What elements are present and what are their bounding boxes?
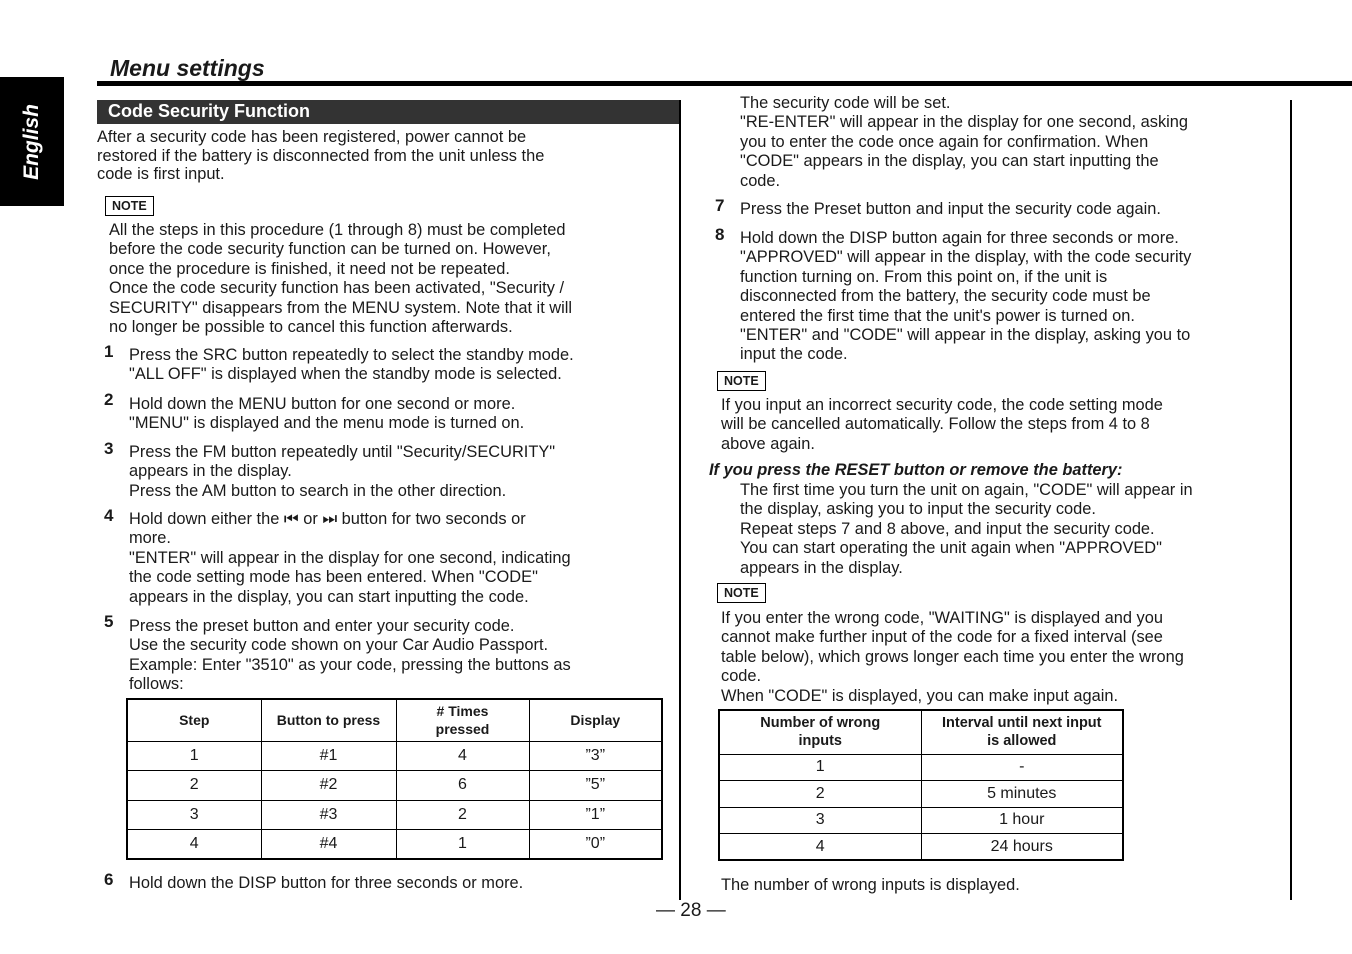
note-badge-3: NOTE <box>717 583 766 603</box>
table-row <box>719 781 1123 808</box>
step-7-text: Press the Preset button and input the security code again. <box>740 200 1161 218</box>
header-rule <box>97 81 1352 86</box>
table-cell: - <box>921 754 1123 781</box>
note-badge-1: NOTE <box>105 196 154 216</box>
note-3-text: If you enter the wrong code, "WAITING" is displayed and you cannot make further input of the code for a fixed interval (see table below), which grows longer each time you enter the wrong code. When "CODE" is displayed, you can make input again. <box>721 609 1184 705</box>
step-4-number: 4 <box>104 506 114 525</box>
table-header-row <box>127 699 662 741</box>
step-5-number: 5 <box>104 612 114 631</box>
table-cell: 2 <box>127 771 261 801</box>
table-cell: 6 <box>396 771 529 801</box>
table-cell: 1 <box>719 754 921 781</box>
table-row <box>127 830 662 860</box>
table-cell: 1 <box>127 741 261 771</box>
step-3-number: 3 <box>104 439 114 458</box>
note-1-text: All the steps in this procedure (1 through 8) must be completed before the code security function can be turned on. However, once the procedure is finished, it need not be repeated. Once the code security function has been activated, "Security / SECURITY" disappears from the MENU system. Note that it will no longer be possible to cancel this function afterwards. <box>109 221 573 337</box>
table-header-cell: Display <box>529 699 662 741</box>
footer-note: The number of wrong inputs is displayed. <box>721 876 1020 894</box>
language-tab-label: English <box>20 103 43 180</box>
step-3-text: Press the FM button repeatedly until "Security/SECURITY" appears in the display. Press the AM button to search in the other direction. <box>129 443 556 500</box>
step-4-text: Hold down either the ⏮ or ⏭ button for two seconds or more. "ENTER" will appear in the display for one second, indicating the code setting mode has been entered. When "CODE" appears in the display, you can start inputting the code. <box>129 510 571 606</box>
reset-text: The first time you turn the unit on again, "CODE" will appear in the display, asking you to input the security code. Repeat steps 7 and 8 above, and input the security code. You can start operating the unit again when "APPROVED" appears in the display. <box>740 481 1193 577</box>
example-code-table <box>126 698 663 860</box>
table-cell: 5 minutes <box>921 781 1123 808</box>
section-heading <box>97 100 680 124</box>
table-cell: 24 hours <box>921 834 1123 861</box>
page-number: — 28 — <box>656 900 726 921</box>
intro-paragraph: After a security code has been registered, power cannot be restored if the battery is disconnected from the unit unless the code is first input. <box>97 128 545 183</box>
table-row <box>127 771 662 801</box>
language-tab <box>0 77 64 206</box>
step-6-number: 6 <box>104 870 114 889</box>
table-cell: #2 <box>261 771 396 801</box>
table-header-cell: # Times pressed <box>396 699 529 741</box>
table-cell: 1 hour <box>921 807 1123 834</box>
table-row <box>719 807 1123 834</box>
table-cell: #3 <box>261 800 396 830</box>
step-2-number: 2 <box>104 390 114 409</box>
note-badge-2: NOTE <box>717 371 766 391</box>
table-header-row <box>719 710 1123 754</box>
table-cell: ”1” <box>529 800 662 830</box>
column-divider-left <box>679 100 681 900</box>
table-cell: ”0” <box>529 830 662 860</box>
table-cell: ”5” <box>529 771 662 801</box>
table-row <box>719 754 1123 781</box>
step-8-number: 8 <box>715 225 725 244</box>
table-cell: 4 <box>719 834 921 861</box>
table-cell: 3 <box>719 807 921 834</box>
step-6-text: Hold down the DISP button for three seconds or more. <box>129 874 524 892</box>
table-cell: 2 <box>719 781 921 808</box>
table-cell: 3 <box>127 800 261 830</box>
section-heading-label: Code Security Function <box>108 101 311 121</box>
step-8-text: Hold down the DISP button again for three seconds or more. "APPROVED" will appear in the display, with the code security function turning on. From this point on, if the unit is disconnected from the battery, the security code must be entered the first time that the unit's power is turned on. "ENTER" and "CODE" will appear in the display, asking you to input the code. <box>740 229 1192 364</box>
step-1-text: Press the SRC button repeatedly to select the standby mode. "ALL OFF" is displayed when the standby mode is selected. <box>129 346 574 384</box>
step-5-text: Press the preset button and enter your security code. Use the security code shown on your Car Audio Passport. Example: Enter "3510" as your code, pressing the buttons as follows: <box>129 617 571 694</box>
table-cell: 4 <box>127 830 261 860</box>
table-cell: #4 <box>261 830 396 860</box>
page-title: Menu settings <box>110 55 265 81</box>
table-cell: 1 <box>396 830 529 860</box>
note-2-text: If you input an incorrect security code, the code setting mode will be cancelled automatically. Follow the steps from 4 to 8 above again. <box>721 396 1163 453</box>
wrong-input-interval-table <box>718 709 1124 861</box>
step-6-continued-text: The security code will be set. "RE-ENTER" will appear in the display for one second, asking you to enter the code once again for confirmation. When "CODE" appears in the display, you can start inputting the code. <box>740 94 1189 190</box>
table-header-cell: Button to press <box>261 699 396 741</box>
table-row <box>127 800 662 830</box>
step-1-number: 1 <box>104 342 114 361</box>
table-cell: ”3” <box>529 741 662 771</box>
step-2-text: Hold down the MENU button for one second or more. "MENU" is displayed and the menu mode is turned on. <box>129 395 525 433</box>
column-divider-right <box>1290 100 1292 900</box>
table-cell: 4 <box>396 741 529 771</box>
table-row <box>127 741 662 771</box>
table-header-cell: Step <box>127 699 261 741</box>
table-cell: #1 <box>261 741 396 771</box>
step-7-number: 7 <box>715 196 725 215</box>
table-header-cell: Interval until next input is allowed <box>921 710 1123 754</box>
reset-heading: If you press the RESET button or remove the battery: <box>709 461 1123 479</box>
table-row <box>719 834 1123 861</box>
table-header-cell: Number of wrong inputs <box>719 710 921 754</box>
table-cell: 2 <box>396 800 529 830</box>
